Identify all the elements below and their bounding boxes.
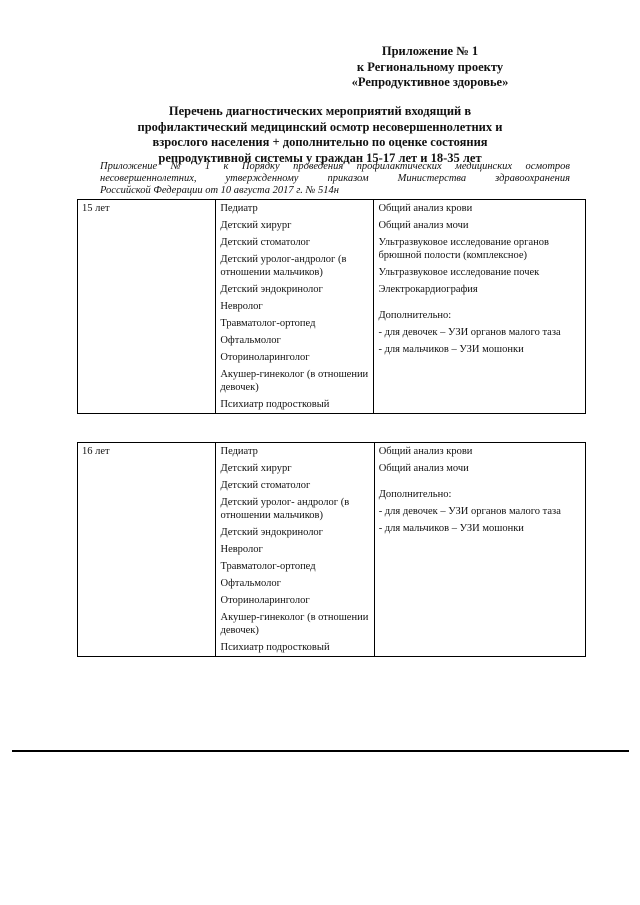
appendix-project-name: «Репродуктивное здоровье» [351,75,509,89]
title-line: Перечень диагностических мероприятий входящий в [168,104,472,118]
additional-item: - для девочек – УЗИ органов малого таза [378,506,561,517]
specialist-item: Невролог [220,544,263,555]
table-row [78,200,586,414]
specialist-item: Педиатр [220,446,258,457]
additional-item: - для мальчиков – УЗИ мошонки [378,523,524,534]
age-table-16 [77,442,586,657]
specialist-item: Детский хирург [220,463,292,474]
appendix-header [300,44,560,91]
title-line: профилактический медицинский осмотр несовершеннолетних и [137,119,503,134]
specialist-item: Детский стоматолог [220,480,311,491]
subtitle-line: Приложение № 1 к Порядку проведения профилактических медицинских осмотров [100,161,570,172]
specialist-item: Акушер-гинеколог (в отношении девочек) [220,369,369,393]
subtitle-line: Российской Федерации от 10 августа 2017 г. № 514н [100,185,339,196]
exam-item: Электрокардиография [378,284,478,295]
title-line: взрослого населения + дополнительно по оценке состояния [152,135,488,149]
specialist-item: Невролог [220,301,263,312]
specialist-item: Детский хирург [220,220,292,231]
specialist-item: Детский уролог-андролог (в отношении мальчиков) [220,254,347,278]
specialist-item: Психиатр подростковый [220,642,330,653]
exam-item: Общий анализ мочи [378,463,469,474]
exam-item: Ультразвуковое исследование почек [378,267,540,278]
exam-item: Ультразвуковое исследование органов брюшной полости (комплексное) [378,237,549,261]
specialist-item: Офтальмолог [220,578,281,589]
additional-item: - для мальчиков – УЗИ мошонки [378,344,524,355]
age-label: 16 лет [82,446,110,457]
specialist-item: Оториноларинголог [220,595,310,606]
age-label: 15 лет [82,203,110,214]
exams-cell [374,443,585,657]
specialist-item: Детский эндокринолог [220,284,323,295]
additional-item: - для девочек – УЗИ органов малого таза [378,327,561,338]
specialists-cell [216,200,374,414]
table-row [78,443,586,657]
specialist-item: Педиатр [220,203,258,214]
exam-item: Общий анализ крови [378,203,473,214]
specialists-cell [216,443,374,657]
exam-item: Общий анализ мочи [378,220,469,231]
age-table-15 [77,199,586,414]
additional-label: Дополнительно: [378,489,452,500]
specialist-item: Травматолог-ортопед [220,561,316,572]
specialist-item: Детский стоматолог [220,237,311,248]
exam-item: Общий анализ крови [378,446,473,457]
document-subtitle [100,161,570,197]
specialist-item: Офтальмолог [220,335,281,346]
specialist-item: Детский уролог- андролог (в отношении мальчиков) [220,497,350,521]
specialist-item: Травматолог-ортопед [220,318,316,329]
specialist-item: Психиатр подростковый [220,399,330,410]
title-line: репродуктивной системы у граждан 15-17 лет и 18-35 лет [158,150,482,165]
document-title [100,104,540,166]
additional-label: Дополнительно: [378,310,452,321]
specialist-item: Оториноларинголог [220,352,310,363]
specialist-item: Акушер-гинеколог (в отношении девочек) [220,612,369,636]
footer-divider [12,750,629,752]
specialist-item: Детский эндокринолог [220,527,323,538]
age-cell [78,443,216,657]
age-cell [78,200,216,414]
subtitle-line: несовершеннолетних, утвержденному приказом Министерства здравоохранения [100,173,570,184]
appendix-project-ref: к Региональному проекту [356,59,504,74]
appendix-number: Приложение № 1 [381,44,479,58]
exams-cell [374,200,586,414]
